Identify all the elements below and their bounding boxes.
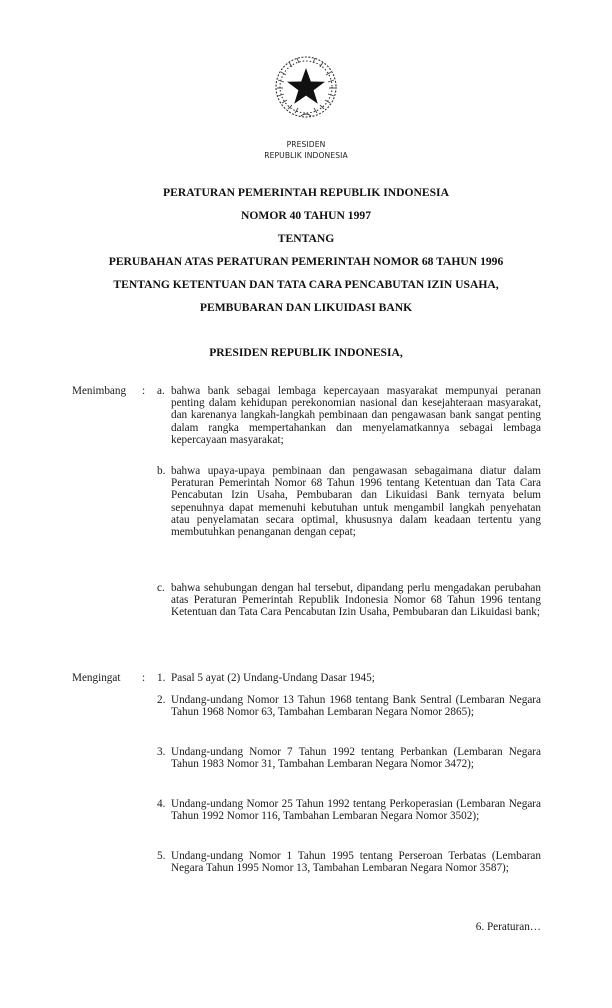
- menimbang-colon: :: [142, 385, 146, 397]
- item-marker: 4.: [157, 798, 166, 810]
- issuer-heading: PRESIDEN REPUBLIK INDONESIA,: [209, 346, 403, 359]
- regulation-subject-line1: PERUBAHAN ATAS PERATURAN PEMERINTAH NOMOR 68 TAHUN 1996: [108, 255, 504, 268]
- item-text: bahwa bank sebagai lembaga kepercayaan masyarakat mempunyai peranan penting dalam kehidupan perekonomian nasional dan kesejahteraan masyarakat, dan karenanya langkah-langkah pembinaan dan pengawasan bank sangat penting dalam rangka mempertahankan dan menyelamatkannya sebagai lembaga kepercayaan masyarakat;: [171, 385, 541, 446]
- regulation-tentang: TENTANG: [277, 232, 335, 245]
- item-text: Pasal 5 ayat (2) Undang-Undang Dasar 1945;: [171, 672, 375, 684]
- presidential-emblem-icon: [271, 52, 341, 124]
- item-text: Undang-undang Nomor 25 Tahun 1992 tentang Perkoperasian (Lembaran Negara Tahun 1992 Nomor 116, Tambahan Lembaran Negara Nomor 3502);: [171, 798, 541, 823]
- emblem-caption-republik: REPUBLIK INDONESIA: [264, 151, 348, 160]
- item-marker: 3.: [157, 746, 166, 758]
- item-marker: c.: [157, 582, 165, 594]
- item-text: Undang-undang Nomor 1 Tahun 1995 tentang Perseroan Terbatas (Lembaran Negara Tahun 1995 Nomor 13, Tambahan Lembaran Negara Nomor 3587);: [171, 850, 541, 875]
- regulation-subject-line2: TENTANG KETENTUAN DAN TATA CARA PENCABUTAN IZIN USAHA,: [113, 278, 499, 291]
- item-text: Undang-undang Nomor 13 Tahun 1968 tentang Bank Sentral (Lembaran Negara Tahun 1968 Nomor 63, Tambahan Lembaran Negara Nomor 2865);: [171, 694, 541, 719]
- item-marker: 2.: [157, 694, 166, 706]
- item-text: bahwa upaya-upaya pembinaan dan pengawasan sebagaimana diatur dalam Peraturan Pemerintah Nomor 68 Tahun 1996 tentang Ketentuan dan Tata Cara Pencabutan Izin Usaha, Pembubaran dan Likuidasi Bank ternyata belum sepenuhnya dapat memenuhi kebutuhan untuk mengambil langkah penyehatan atau penyelamatan secara optimal, khususnya dalam keadaan tertentu yang membutuhkan penanganan dengan cepat;: [171, 465, 541, 539]
- regulation-number: NOMOR 40 TAHUN 1997: [241, 209, 371, 222]
- page-continuation: 6. Peraturan…: [475, 921, 541, 933]
- item-marker: 1.: [157, 672, 166, 684]
- item-marker: a.: [157, 385, 165, 397]
- item-marker: b.: [157, 465, 166, 477]
- emblem-caption-presiden: PRESIDEN: [286, 140, 326, 149]
- item-text: bahwa sehubungan dengan hal tersebut, dipandang perlu mengadakan perubahan atas Peraturan Pemerintah Republik Indonesia Nomor 68 Tahun 1996 tentang Ketentuan dan Tata Cara Pencabutan Izin Usaha, Pembubaran dan Likuidasi bank;: [171, 582, 541, 619]
- regulation-title: PERATURAN PEMERINTAH REPUBLIK INDONESIA: [163, 186, 449, 199]
- menimbang-label: Menimbang: [72, 385, 127, 397]
- item-text: Undang-undang Nomor 7 Tahun 1992 tentang Perbankan (Lembaran Negara Tahun 1983 Nomor 31, Tambahan Lembaran Negara Nomor 3472);: [171, 746, 541, 771]
- mengingat-label: Mengingat: [72, 672, 121, 684]
- regulation-subject-line3: PEMBUBARAN DAN LIKUIDASI BANK: [199, 301, 413, 314]
- item-marker: 5.: [157, 850, 166, 862]
- mengingat-colon: :: [142, 672, 146, 684]
